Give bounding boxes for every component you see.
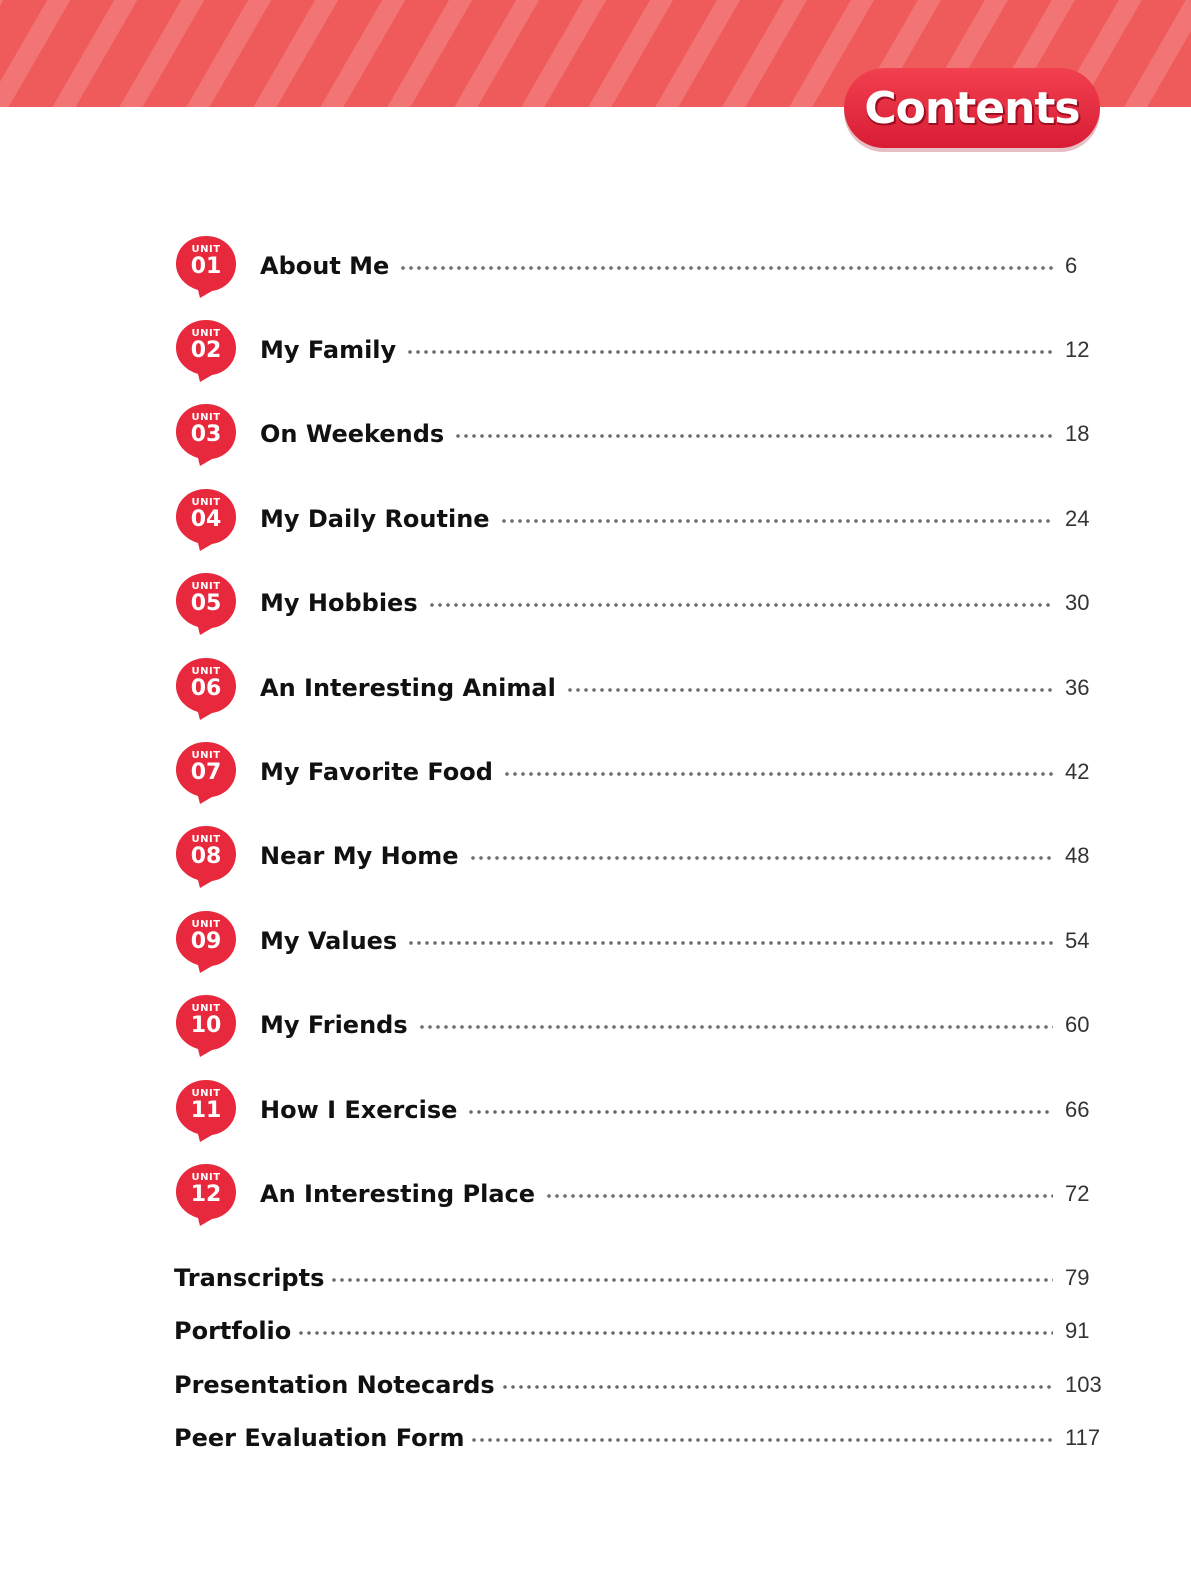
page-number: 72: [1065, 1181, 1090, 1206]
toc-unit-08[interactable]: [174, 826, 1109, 886]
dot-leader: [501, 1385, 1053, 1389]
dot-leader: [297, 1331, 1053, 1335]
unit-number: 03: [190, 422, 222, 447]
toc-unit-04[interactable]: [174, 489, 1109, 549]
toc-unit-06[interactable]: [174, 658, 1109, 718]
page-number: 42: [1065, 759, 1090, 784]
dot-leader: [467, 1110, 1053, 1114]
toc-unit-07[interactable]: [174, 742, 1109, 802]
unit-badge: [174, 909, 238, 973]
unit-number: 06: [190, 676, 222, 701]
dot-leader: [500, 519, 1053, 523]
unit-badge: [174, 993, 238, 1057]
section-title: Transcripts: [174, 1264, 325, 1292]
unit-title: An Interesting Animal: [260, 674, 556, 702]
toc-unit-01[interactable]: [174, 236, 1109, 296]
page-number: 30: [1065, 590, 1090, 615]
dot-leader: [407, 941, 1053, 945]
toc-peer-evaluation-form[interactable]: [174, 1418, 1109, 1458]
unit-label: UNIT: [191, 244, 221, 255]
unit-title: My Daily Routine: [260, 505, 490, 533]
unit-title: How I Exercise: [260, 1096, 458, 1124]
dot-leader: [330, 1278, 1053, 1282]
toc-unit-12[interactable]: [174, 1164, 1109, 1224]
unit-badge: [174, 740, 238, 804]
unit-title: My Family: [260, 336, 397, 364]
unit-number: 01: [190, 254, 222, 279]
dot-leader: [545, 1194, 1053, 1198]
toc-unit-10[interactable]: [174, 995, 1109, 1055]
unit-number: 09: [190, 929, 222, 954]
toc-unit-11[interactable]: [174, 1080, 1109, 1140]
page-number: 60: [1065, 1012, 1090, 1037]
toc-unit-03[interactable]: [174, 404, 1109, 464]
unit-title: My Hobbies: [260, 589, 418, 617]
section-title: Portfolio: [174, 1317, 292, 1345]
unit-label: UNIT: [191, 1172, 221, 1183]
unit-number: 12: [190, 1182, 222, 1207]
unit-label: UNIT: [191, 834, 221, 845]
dot-leader: [503, 772, 1053, 776]
toc-portfolio[interactable]: [174, 1311, 1109, 1351]
toc-unit-02[interactable]: [174, 320, 1109, 380]
dot-leader: [469, 856, 1054, 860]
unit-number: 11: [190, 1098, 222, 1123]
unit-badge: [174, 1162, 238, 1226]
unit-label: UNIT: [191, 750, 221, 761]
page-number: 66: [1065, 1097, 1090, 1122]
toc-presentation-notecards[interactable]: [174, 1365, 1109, 1405]
page-number: 54: [1065, 928, 1090, 953]
toc-unit-09[interactable]: [174, 911, 1109, 971]
unit-badge: [174, 824, 238, 888]
unit-label: UNIT: [191, 1088, 221, 1099]
page-number: 117: [1065, 1425, 1101, 1450]
page-number: 91: [1065, 1318, 1090, 1343]
unit-label: UNIT: [191, 1003, 221, 1014]
toc-unit-05[interactable]: [174, 573, 1109, 633]
unit-label: UNIT: [191, 919, 221, 930]
toc-transcripts[interactable]: [174, 1258, 1109, 1298]
unit-number: 05: [190, 591, 222, 616]
unit-badge: [174, 487, 238, 551]
unit-badge: [174, 656, 238, 720]
dot-leader: [418, 1025, 1053, 1029]
section-title: Peer Evaluation Form: [174, 1424, 465, 1452]
unit-label: UNIT: [191, 581, 221, 592]
page-number: 79: [1065, 1265, 1090, 1290]
dot-leader: [566, 688, 1053, 692]
section-title: Presentation Notecards: [174, 1371, 495, 1399]
unit-title: About Me: [260, 252, 390, 280]
page-number: 48: [1065, 843, 1090, 868]
unit-badge: [174, 402, 238, 466]
unit-number: 08: [190, 844, 222, 869]
unit-label: UNIT: [191, 412, 221, 423]
unit-title: On Weekends: [260, 420, 445, 448]
page-number: 24: [1065, 506, 1090, 531]
unit-title: My Friends: [260, 1011, 408, 1039]
unit-badge: [174, 318, 238, 382]
unit-badge: [174, 571, 238, 635]
dot-leader: [428, 603, 1053, 607]
page-number: 6: [1065, 253, 1078, 278]
dot-leader: [454, 434, 1053, 438]
dot-leader: [406, 350, 1053, 354]
dot-leader: [399, 266, 1053, 270]
unit-title: My Values: [260, 927, 398, 955]
unit-number: 07: [190, 760, 222, 785]
unit-number: 04: [190, 507, 222, 532]
unit-badge: [174, 1078, 238, 1142]
page-title: Contents: [864, 82, 1080, 134]
page-number: 103: [1065, 1372, 1102, 1397]
unit-badge: [174, 234, 238, 298]
unit-label: UNIT: [191, 328, 221, 339]
dot-leader: [470, 1438, 1053, 1442]
unit-title: Near My Home: [260, 842, 459, 870]
unit-label: UNIT: [191, 497, 221, 508]
unit-label: UNIT: [191, 666, 221, 677]
page-number: 36: [1065, 675, 1090, 700]
page-number: 18: [1065, 421, 1090, 446]
unit-title: My Favorite Food: [260, 758, 493, 786]
unit-number: 10: [190, 1013, 222, 1038]
unit-title: An Interesting Place: [260, 1180, 536, 1208]
page-number: 12: [1065, 337, 1090, 362]
unit-number: 02: [190, 338, 222, 363]
